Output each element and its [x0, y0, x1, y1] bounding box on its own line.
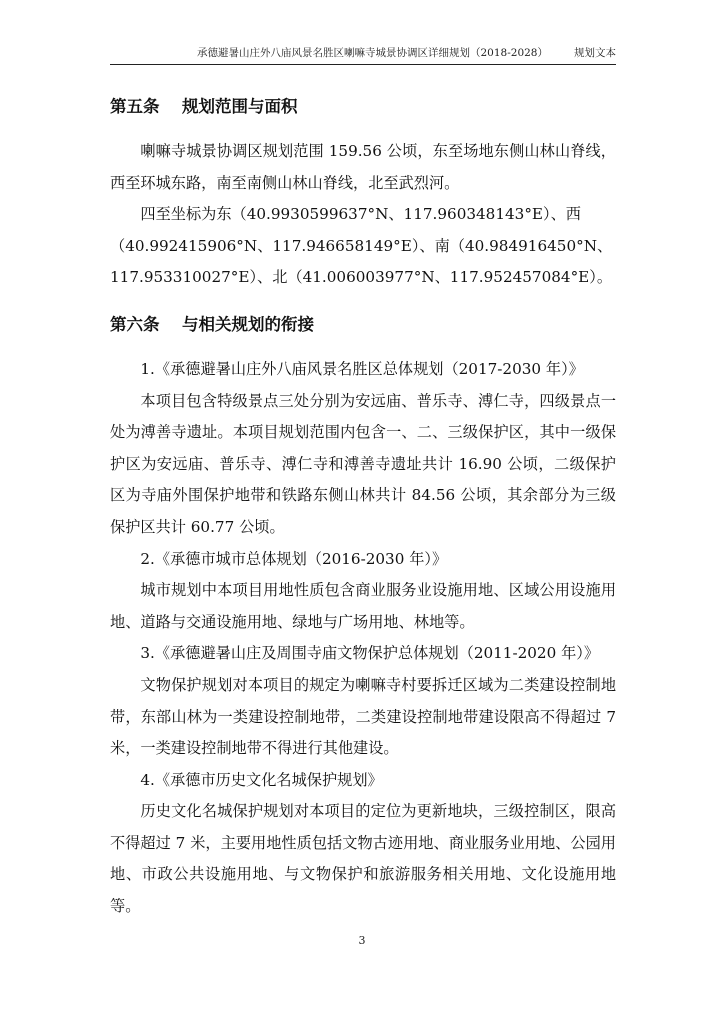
- related-plan-heading: 1.《承德避暑山庄外八庙风景名胜区总体规划（2017-2030 年）》: [140, 359, 584, 378]
- page-body: [110, 92, 616, 923]
- page-header: [110, 42, 616, 65]
- related-plan-body: 历史文化名城保护规划对本项目的定位为更新地块，三级控制区，限高不得超过 7 米，主要用地性质包括文物古迹用地、商业服务业用地、公园用地、市政公共设施用地、与文物保护和旅游服务相关用地、文化设施用地等。: [110, 802, 616, 916]
- article-6-number: 第六条: [110, 314, 160, 334]
- article-6-title: 与相关规划的衔接: [182, 314, 314, 334]
- article-5-number: 第五条: [110, 97, 160, 116]
- coordinates-line: （40.992415906°N、117.946658149°E）、南（40.984916450°N、: [110, 236, 613, 255]
- article-5-heading: [110, 92, 616, 122]
- related-plan-body: 城市规划中本项目用地性质包含商业服务业设施用地、区域公用设施用地、道路与交通设施用地、绿地与广场用地、林地等。: [110, 581, 616, 631]
- article-5-coordinates: [110, 199, 616, 294]
- related-plan-heading: 4.《承德市历史文化名城保护规划》: [140, 770, 383, 789]
- article-5-scope-paragraph: 喇嘛寺城景协调区规划范围 159.56 公顷，东至场地东侧山林山脊线，西至环城东路，南至南侧山林山脊线，北至武烈河。: [110, 142, 616, 192]
- related-plan-item: [110, 638, 616, 764]
- header-doc-type: 规划文本: [574, 47, 616, 59]
- header-title: 承德避暑山庄外八庙风景名胜区喇嘛寺城景协调区详细规划（2018-2028）: [197, 47, 548, 59]
- article-6-heading: [110, 310, 616, 340]
- related-plan-item: [110, 544, 616, 639]
- related-plan-item: [110, 765, 616, 923]
- related-plan-heading: 2.《承德市城市总体规划（2016-2030 年）》: [140, 549, 448, 568]
- coordinates-line: 四至坐标为东（40.9930599637°N、117.960348143°E）、西: [140, 205, 581, 224]
- page-number: 3: [358, 934, 366, 947]
- related-plan-item: [110, 354, 616, 544]
- related-plan-body: 本项目包含特级景点三处分别为安远庙、普乐寺、溥仁寺，四级景点一处为溥善寺遗址。本项目规划范围内包含一、二、三级保护区，其中一级保护区为安远庙、普乐寺、溥仁寺和溥善寺遗址共计 16.90 公顷，二级保护区为寺庙外围保护地带和铁路东侧山林共计 84.56 公顷，其余部分为三级保护区共计 60.77 公顷。: [110, 391, 616, 536]
- coordinates-line: 117.953310027°E）、北（41.006003977°N、117.952457084°E）。: [110, 268, 613, 287]
- related-plan-heading: 3.《承德避暑山庄及周围寺庙文物保护总体规划（2011-2020 年）》: [140, 644, 600, 663]
- related-plan-body: 文物保护规划对本项目的规定为喇嘛寺村要拆迁区域为二类建设控制地带，东部山林为一类建设控制地带，二类建设控制地带建设限高不得超过 7 米，一类建设控制地带不得进行其他建设。: [110, 675, 616, 758]
- article-5-title: 规划范围与面积: [182, 97, 298, 116]
